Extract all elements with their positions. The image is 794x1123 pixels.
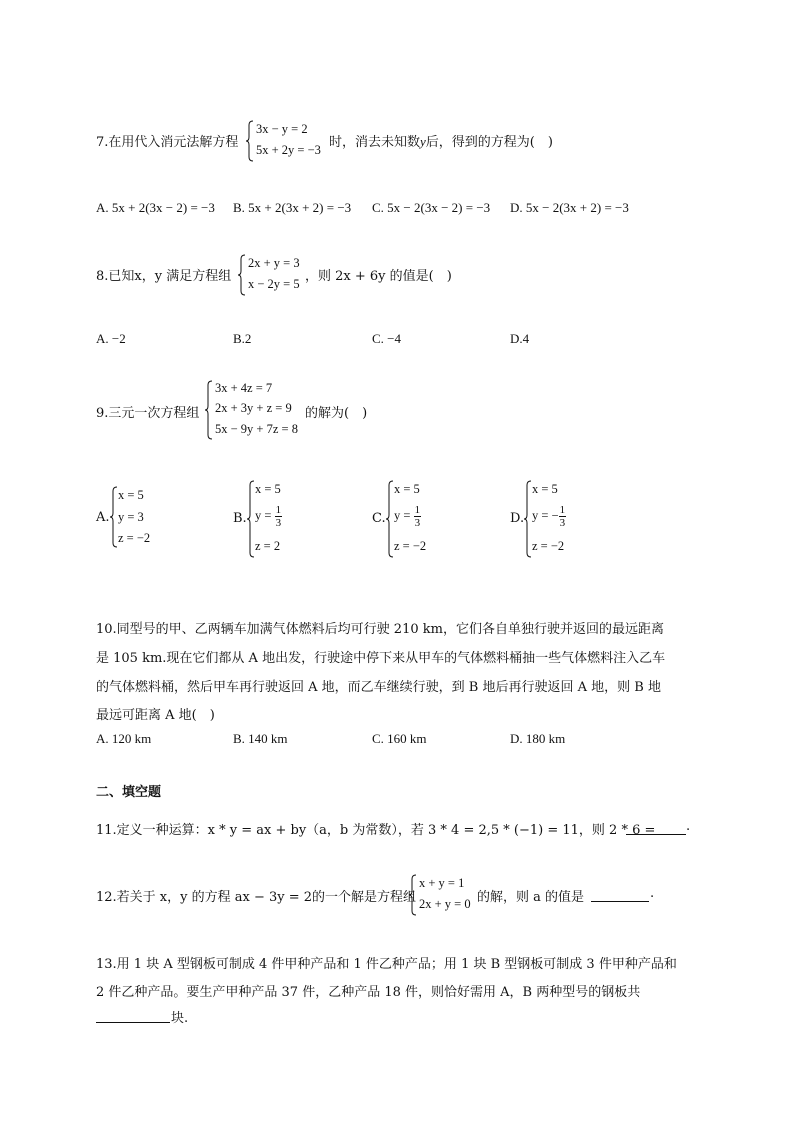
q11-answer-blank[interactable] bbox=[626, 820, 686, 835]
q9-eq-2: 2x + 3y + z = 9 bbox=[215, 401, 292, 415]
q9-system bbox=[205, 380, 305, 440]
q8-text-after: ，则 2x + 6y 的值是( ) bbox=[305, 269, 452, 284]
q7-eq-2: 5x + 2y = −3 bbox=[256, 143, 321, 157]
q9-option-c[interactable] bbox=[372, 478, 482, 560]
brace-icon bbox=[247, 480, 255, 558]
option-label: B. bbox=[233, 511, 247, 526]
q7-option-c[interactable]: C. 5x − 2(3x − 2) = −3 bbox=[372, 200, 491, 215]
q10-option-b[interactable]: B. 140 km bbox=[233, 731, 288, 746]
z-value: z = −2 bbox=[394, 539, 427, 553]
q9-option-b[interactable] bbox=[233, 478, 343, 560]
fraction bbox=[275, 504, 283, 529]
q10-option-d[interactable]: D. 180 km bbox=[510, 731, 566, 746]
denominator: 3 bbox=[414, 517, 421, 529]
q8-eq-1: 2x + y = 3 bbox=[248, 256, 300, 270]
brace-icon bbox=[524, 480, 532, 558]
q13-line-1: 13.用 1 块 A 型钢板可制成 4 件甲种产品和 1 件乙种产品；用 1 块 B 型钢板可制成 3 件甲种产品和 bbox=[96, 957, 677, 972]
brace-icon bbox=[205, 380, 213, 440]
q7-option-b[interactable]: B. 5x + 2(3x + 2) = −3 bbox=[233, 200, 352, 215]
q7-system bbox=[246, 120, 336, 162]
q10-option-c[interactable]: C. 160 km bbox=[372, 731, 427, 746]
brace-icon bbox=[246, 120, 254, 162]
q9-eq-1: 3x + 4z = 7 bbox=[215, 381, 273, 395]
denominator: 3 bbox=[275, 517, 282, 529]
brace-icon bbox=[238, 254, 246, 296]
q13-line-2: 2 件乙种产品。要生产甲种产品 37 件，乙种产品 18 件，则恰好需用 A，B 两种型号的钢板共 bbox=[96, 985, 641, 1000]
fraction bbox=[559, 504, 567, 529]
y-value bbox=[532, 504, 566, 529]
q12-text-before: 12.若关于 x，y 的方程 ax − 3y = 2的一个解是方程组 bbox=[96, 890, 417, 905]
q8-option-d[interactable]: D.4 bbox=[510, 331, 530, 346]
z-value: z = 2 bbox=[255, 539, 281, 553]
x-value: x = 5 bbox=[118, 488, 144, 502]
q11-text: 11.定义一种运算：x * y = ax + by（a，b 为常数），若 3 * 4 = 2,5 * (−1) = 11，则 2 * 6 = bbox=[96, 823, 656, 838]
q9-text-before: 9.三元一次方程组 bbox=[96, 406, 200, 421]
q7-end-label: 后，得到的方程为( ) bbox=[425, 135, 553, 150]
option-label: C. bbox=[372, 511, 386, 526]
brace-icon bbox=[110, 486, 118, 548]
q7-var: y bbox=[420, 134, 426, 149]
q7-text-after bbox=[329, 131, 553, 150]
q9-eq-3: 5x − 9y + 7z = 8 bbox=[215, 422, 298, 436]
q8-option-c[interactable]: C. −4 bbox=[372, 331, 402, 346]
x-value: x = 5 bbox=[255, 482, 281, 496]
q7-text-before: 7.在用代入消元法解方程 bbox=[96, 135, 239, 150]
z-value: z = −2 bbox=[118, 531, 151, 545]
q12-eq-2: 2x + y = 0 bbox=[419, 897, 471, 911]
y-prefix: y = bbox=[394, 508, 414, 523]
q12-system bbox=[409, 874, 484, 916]
q12-text-after: 的解，则 a 的值是 bbox=[477, 890, 585, 905]
q9-text-after: 的解为( ) bbox=[305, 406, 368, 421]
denominator: 3 bbox=[559, 517, 566, 529]
q10-line-2: 是 105 km.现在它们都从 A 地出发，行驶途中停下来从甲车的气体燃料桶抽一些气体燃料注入乙车 bbox=[96, 651, 666, 666]
q13-answer-blank[interactable] bbox=[96, 1008, 170, 1023]
q10-line-1: 10.同型号的甲、乙两辆车加满气体燃料后均可行驶 210 km，它们各自单独行驶并返回的最远距离 bbox=[96, 622, 664, 637]
q8-option-a[interactable]: A. −2 bbox=[96, 331, 126, 346]
q7-option-d[interactable]: D. 5x − 2(3x + 2) = −3 bbox=[510, 200, 629, 215]
q11-end: . bbox=[686, 819, 691, 834]
section-heading: 二、填空题 bbox=[96, 785, 162, 800]
q9-option-d[interactable] bbox=[510, 478, 630, 560]
q7-eq-1: 3x − y = 2 bbox=[256, 122, 308, 136]
numerator: 1 bbox=[414, 504, 421, 516]
q12-eq-1: x + y = 1 bbox=[419, 876, 465, 890]
y-value bbox=[394, 504, 421, 529]
option-label: A. bbox=[96, 510, 110, 525]
q7-option-a[interactable]: A. 5x + 2(3x − 2) = −3 bbox=[96, 200, 215, 215]
fraction bbox=[414, 504, 422, 529]
q12-answer-blank[interactable] bbox=[591, 887, 649, 902]
numerator: 1 bbox=[275, 504, 282, 516]
y-prefix: y = bbox=[255, 508, 275, 523]
q10-line-3: 的气体燃料桶，然后甲车再行驶返回 A 地，而乙车继续行驶，到 B 地后再行驶返回 A 地，则 B 地 bbox=[96, 680, 661, 695]
q10-option-a[interactable]: A. 120 km bbox=[96, 731, 152, 746]
q8-option-b[interactable]: B.2 bbox=[233, 331, 252, 346]
q7-after-label: 时，消去未知数 bbox=[329, 135, 421, 150]
x-value: x = 5 bbox=[394, 482, 420, 496]
q10-line-4: 最远可距离 A 地( ) bbox=[96, 708, 215, 723]
q13-end: 块. bbox=[171, 1011, 189, 1026]
brace-icon bbox=[386, 480, 394, 558]
q12-end: . bbox=[650, 886, 655, 901]
x-value: x = 5 bbox=[532, 482, 558, 496]
brace-icon bbox=[409, 874, 417, 916]
z-value: z = −2 bbox=[532, 539, 565, 553]
q8-eq-2: x − 2y = 5 bbox=[248, 277, 300, 291]
y-prefix: y = − bbox=[532, 508, 559, 523]
y-value: y = 3 bbox=[118, 510, 144, 524]
numerator: 1 bbox=[559, 504, 566, 516]
q9-option-a[interactable] bbox=[96, 484, 196, 554]
y-value bbox=[255, 504, 282, 529]
q8-text-before: 8.已知x，y 满足方程组 bbox=[96, 269, 232, 284]
option-label: D. bbox=[510, 511, 525, 526]
